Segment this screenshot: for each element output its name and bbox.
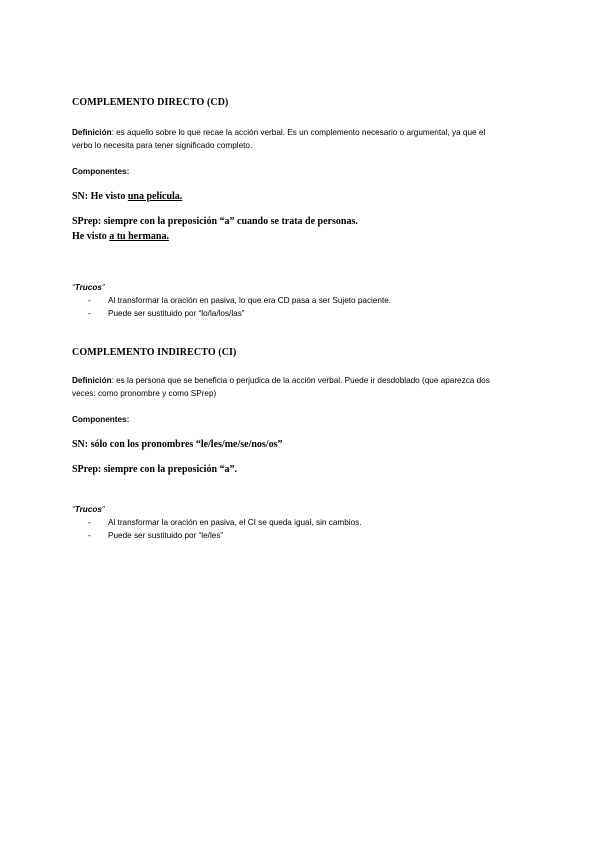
ci-trucos-open-quote: “ xyxy=(72,505,75,514)
ci-tip-2: Puede ser sustituido por “le/les” xyxy=(108,531,224,540)
ci-sn-line: SN: sólo con los pronombres “le/les/me/se/nos/os” xyxy=(72,439,283,450)
ci-components-label: Componentes: xyxy=(72,415,130,424)
cd-sn-line xyxy=(72,190,182,204)
cd-components-label: Componentes: xyxy=(72,167,130,176)
cd-sprep-example-underlined: a tu hermana. xyxy=(109,231,169,242)
cd-definition-text: : es aquello sobre lo que recae la acción verbal. Es un complemento necesario o argumental, ya que el verbo lo necesita para tener significado completo. xyxy=(72,128,486,150)
cd-sn-example: una película. xyxy=(127,191,183,202)
list-item xyxy=(88,516,362,529)
cd-sprep-line: SPrep: siempre con la preposición “a” cuando se trata de personas. xyxy=(72,216,358,227)
cd-sprep-example xyxy=(72,230,169,244)
ci-definition-text: : es la persona que se beneficia o perjudica de la acción verbal. Puede ir desdoblado (que aparezca dos veces: como pronombre y como SPrep) xyxy=(72,376,490,398)
ci-trucos-label xyxy=(72,505,105,514)
ci-trucos-word: Trucos xyxy=(74,505,102,514)
list-item xyxy=(88,307,391,320)
cd-tip-2: Puede ser sustituido por “lo/la/los/las” xyxy=(108,309,245,318)
bullet-marker: - xyxy=(88,518,91,527)
cd-trucos-word: Trucos xyxy=(74,283,102,292)
ci-definition xyxy=(72,374,492,400)
cd-trucos-open-quote: “ xyxy=(72,283,75,292)
cd-tip-1: Al transformar la oración en pasiva, lo que era CD pasa a ser Sujeto paciente. xyxy=(108,296,392,305)
bullet-marker: - xyxy=(88,531,91,540)
ci-tip-1: Al transformar la oración en pasiva, el CI se queda igual, sin cambios. xyxy=(108,518,362,527)
ci-heading: COMPLEMENTO INDIRECTO (CI) xyxy=(72,347,237,358)
ci-definition-label: Definición xyxy=(72,376,112,385)
bullet-marker: - xyxy=(88,296,91,305)
cd-trucos-label xyxy=(72,283,105,292)
cd-sn-prefix: SN: He visto xyxy=(72,191,128,202)
list-item xyxy=(88,294,391,307)
cd-definition xyxy=(72,126,492,152)
ci-trucos-close-quote: ” xyxy=(101,505,105,514)
list-item xyxy=(88,529,362,542)
ci-sprep-line: SPrep: siempre con la preposición “a”. xyxy=(72,464,237,475)
cd-definition-label: Definición xyxy=(72,128,112,137)
ci-tips-list xyxy=(88,516,362,542)
cd-trucos-close-quote: ” xyxy=(101,283,105,292)
bullet-marker: - xyxy=(88,309,91,318)
cd-heading: COMPLEMENTO DIRECTO (CD) xyxy=(72,97,229,108)
cd-sprep-example-prefix: He visto xyxy=(72,231,110,242)
cd-tips-list xyxy=(88,294,391,320)
